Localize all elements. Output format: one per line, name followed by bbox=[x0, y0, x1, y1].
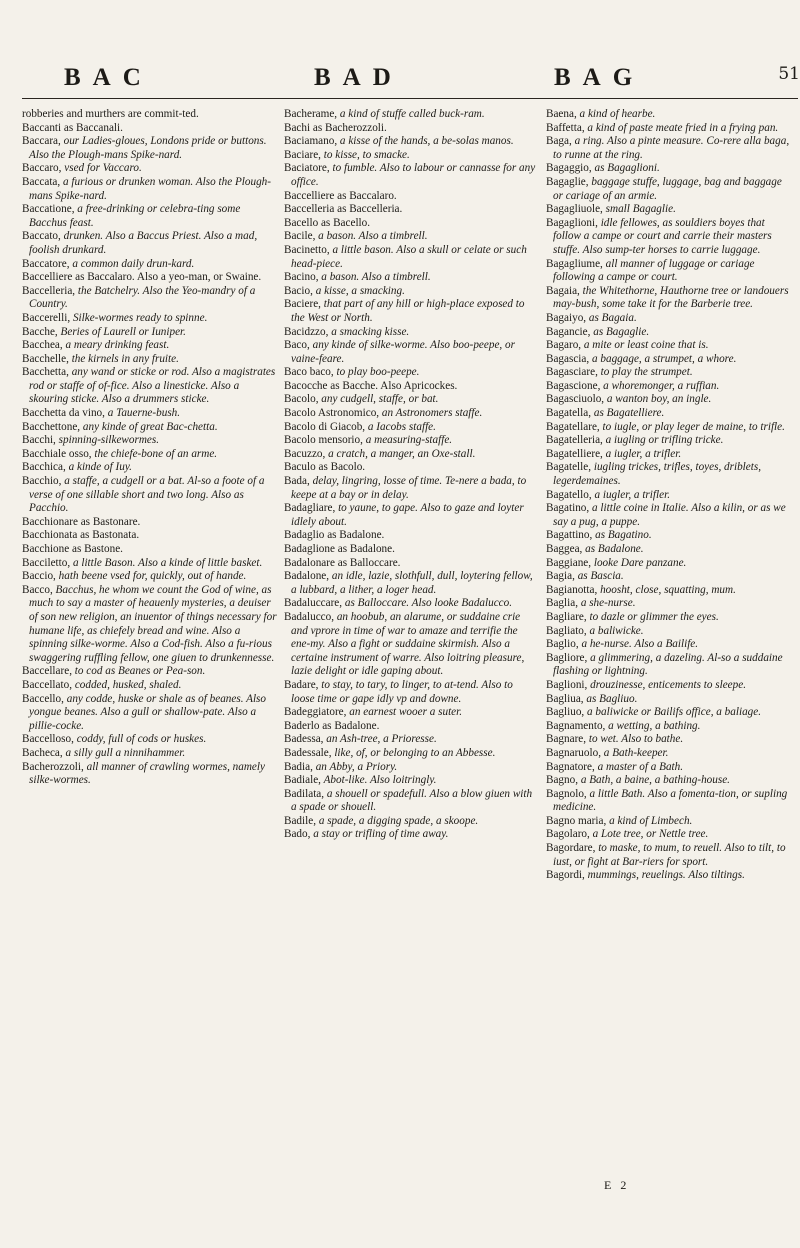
dictionary-entry: Bagaglioni, idle fellowes, as souldiers boyes that follow a campe or court and carrie their masters stuffe. Also sump-ter horses to carrie luggage. bbox=[546, 216, 772, 256]
dictionary-entry: Bacile, a bason. Also a timbrell. bbox=[284, 230, 428, 243]
dictionary-entry: Bagatelle, iugling trickes, trifles, toyes, driblets, legerdemaines. bbox=[546, 461, 762, 488]
dictionary-entry: Bagnare, to wet. Also to bathe. bbox=[546, 733, 684, 746]
dictionary-entry: Baccelleria, the Batchelry. Also the Yeo-mandry of a Country. bbox=[22, 284, 256, 311]
dictionary-entry: Bacino, a bason. Also a timbrell. bbox=[284, 271, 431, 284]
dictionary-entry: Baccatione, a free-drinking or celebra-ting some Bacchus feast. bbox=[22, 203, 241, 229]
dictionary-entry: Baglia, a she-nurse. bbox=[546, 597, 636, 610]
dictionary-entry: Bagagliuole, small Bagaglie. bbox=[546, 203, 676, 216]
dictionary-entry: Bacchelle, the kirnels in any fruite. bbox=[22, 352, 179, 365]
dictionary-columns bbox=[22, 108, 800, 1188]
dictionary-entry: Bacco, Bacchus, he whom we count the God of wine, as much to say a master of heauenly mysteries, a deuiser of son new religion, an inuentor of things necessary for humane life, as chiefely bread and wine. Also a spinning silke-worme. Also a Cod-fish. Also a fu-rious swaggering ruffling fellow, one giuen to drunkennesse. bbox=[22, 583, 277, 664]
dictionary-entry: Bagattino, as Bagatino. bbox=[546, 529, 652, 542]
page-header bbox=[22, 36, 800, 92]
dictionary-entry: Bacchio, a staffe, a cudgell or a bat. Al-so a foote of a verse of one sillable short and two long. Also as Pacchio. bbox=[22, 475, 265, 515]
dictionary-entry: Baculo as Bacolo. bbox=[284, 461, 366, 474]
dictionary-entry: Baciare, to kisse, to smacke. bbox=[284, 148, 410, 161]
dictionary-entry: Baccato, drunken. Also a Baccus Priest. Also a mad, foolish drunkard. bbox=[22, 230, 258, 256]
dictionary-entry: Bacchetta, any wand or sticke or rod. Also a magistrates rod or staffe of of-fice. Also a linesticke. Also a skouring sticke. Also a drummers sticke. bbox=[22, 366, 276, 406]
dictionary-entry: Baciatore, to fumble. Also to labour or cannasse for any office. bbox=[284, 162, 536, 188]
dictionary-entry: Bagatella, as Bagatelliere. bbox=[546, 407, 665, 420]
dictionary-entry: Bacuzzo, a cratch, a manger, an Oxe-stall. bbox=[284, 447, 476, 460]
dictionary-entry: Bagliare, to dazle or glimmer the eyes. bbox=[546, 610, 719, 623]
dictionary-entry: Badia, an Abby, a Priory. bbox=[284, 760, 398, 773]
column-1 bbox=[22, 108, 277, 788]
dictionary-entry: Badalonare as Balloccare. bbox=[284, 556, 401, 569]
dictionary-entry: Badaglione as Badalone. bbox=[284, 543, 395, 555]
dictionary-entry: Baccellato, codded, husked, shaled. bbox=[22, 678, 182, 691]
running-head-middle: BAD bbox=[314, 64, 403, 91]
dictionary-entry: Badessale, like, of, or belonging to an Abbesse. bbox=[284, 746, 496, 759]
dictionary-entry: Badaglio as Badalone. bbox=[284, 529, 385, 542]
dictionary-entry: Bada, delay, lingring, losse of time. Te-nere a bada, to keepe at a bay or in delay. bbox=[284, 475, 527, 501]
dictionary-entry: Badiale, Abot-like. Also loitringly. bbox=[284, 774, 437, 787]
dictionary-entry: Baga, a ring. Also a pinte measure. Co-rere alla baga, to runne at the ring. bbox=[546, 135, 790, 161]
dictionary-entry: Bacolo di Giacob, a Iacobs staffe. bbox=[284, 420, 436, 433]
dictionary-entry: Bagnamento, a wetting, a bathing. bbox=[546, 719, 701, 732]
dictionary-entry: Badile, a spade, a digging spade, a skoope. bbox=[284, 814, 479, 827]
dictionary-entry: Bacocche as Bacche. Also Apricockes. bbox=[284, 379, 458, 392]
dictionary-entry: Baccio, hath beene vsed for, quickly, out of hande. bbox=[22, 570, 247, 583]
dictionary-entry: Bagaglie, baggage stuffe, luggage, bag and baggage or cariage of an armie. bbox=[546, 175, 782, 202]
dictionary-entry: Baderlo as Badalone. bbox=[284, 719, 380, 732]
dictionary-entry: Bachi as Bacherozzoli. bbox=[284, 121, 387, 134]
dictionary-entry: Bagordi, mummings, reuelings. Also tiltings. bbox=[546, 869, 745, 882]
dictionary-entry: Bacciletto, a little Bason. Also a kinde of little basket. bbox=[22, 556, 263, 569]
dictionary-entry: Baglioni, drouzinesse, enticements to sleepe. bbox=[546, 678, 747, 691]
dictionary-entry: Badagliare, to yaune, to gape. Also to gaze and loyter idlely about. bbox=[284, 502, 524, 528]
dictionary-entry: Baccara, our Ladies-gloues, Londons pride or buttons. Also the Plough-mans Spike-nard. bbox=[22, 135, 267, 161]
dictionary-entry: Bado, a stay or trifling of time away. bbox=[284, 828, 449, 841]
dictionary-entry: Baccaro, vsed for Vaccaro. bbox=[22, 162, 142, 175]
dictionary-entry: Bacherame, a kind of stuffe called buck-ram. bbox=[284, 108, 485, 120]
dictionary-entry: Baglio, a he-nurse. Also a Bailife. bbox=[546, 638, 699, 651]
dictionary-entry: Baffetta, a kind of paste meate fried in a frying pan. bbox=[546, 121, 779, 134]
dictionary-entry: Baccelliere as Baccalaro. bbox=[284, 189, 397, 202]
dictionary-entry: Baccelliere as Baccalaro. Also a yeo-man, or Swaine. bbox=[22, 271, 262, 284]
dictionary-entry: Baco baco, to play boo-peepe. bbox=[284, 366, 420, 379]
dictionary-entry: Bagatino, a little coine in Italie. Also a kilin, or as we say a pug, a puppe. bbox=[546, 502, 786, 528]
dictionary-entry: Bacchione as Bastone. bbox=[22, 543, 123, 555]
dictionary-entry: Bacchionare as Bastonare. bbox=[22, 515, 141, 528]
dictionary-entry: Bagnolo, a little Bath. Also a fomenta-tion, or supling medicine. bbox=[546, 787, 788, 814]
dictionary-entry: Baccatore, a common daily drun-kard. bbox=[22, 257, 195, 270]
column-2 bbox=[284, 108, 539, 842]
dictionary-entry: Bagno maria, a kind of Limbech. bbox=[546, 814, 693, 827]
dictionary-entry: Bagaggio, as Bagaglioni. bbox=[546, 162, 660, 175]
dictionary-entry: Badessa, an Ash-tree, a Prioresse. bbox=[284, 733, 437, 746]
dictionary-entry: Bacio, a kisse, a smacking. bbox=[284, 284, 405, 297]
dictionary-entry: Badeggiatore, an earnest wooer a suter. bbox=[284, 706, 463, 719]
dictionary-entry: Bacche, Beries of Laurell or Iuniper. bbox=[22, 325, 186, 338]
dictionary-entry: Bagatello, a iugler, a trifler. bbox=[546, 488, 670, 501]
dictionary-entry: Bacheca, a silly gull a ninnihammer. bbox=[22, 746, 186, 759]
dictionary-entry: Baciere, that part of any hill or high-place exposed to the West or North. bbox=[284, 298, 525, 324]
dictionary-entry: Baccello, any codde, huske or shale as of beanes. Also yongue beanes. Also a gull or shallow-pate. Also a pillie-cocke. bbox=[22, 692, 267, 732]
page-number: 51 bbox=[778, 64, 800, 84]
dictionary-entry: Bacchi, spinning-silkewormes. bbox=[22, 434, 160, 447]
dictionary-entry: Bagancie, as Bagaglie. bbox=[546, 325, 650, 338]
dictionary-entry: Bacinetto, a little bason. Also a skull or celate or such head-piece. bbox=[284, 243, 527, 270]
dictionary-entry: Bagianotta, hoosht, close, squatting, mum. bbox=[546, 583, 736, 596]
dictionary-entry: Bacolo, any cudgell, staffe, or bat. bbox=[284, 393, 439, 406]
dictionary-entry: Bacolo Astronomico, an Astronomers staffe. bbox=[284, 407, 483, 420]
signature-mark: E 2 bbox=[604, 1178, 630, 1192]
dictionary-entry: Bagnaruolo, a Bath-keeper. bbox=[546, 746, 669, 759]
dictionary-entry: Bagliore, a glimmering, a dazeling. Al-so a suddaine flashing or lightning. bbox=[546, 651, 783, 678]
dictionary-entry: Bagatelleria, a iugling or trifling tricke. bbox=[546, 434, 724, 447]
column-3 bbox=[546, 108, 794, 883]
dictionary-entry: Baco, any kinde of silke-worme. Also boo-peepe, or vaine-feare. bbox=[284, 339, 515, 365]
dictionary-entry: Bagliuo, a baliwicke or Bailifs office, a baliage. bbox=[546, 706, 762, 719]
dictionary-entry: Bacherozzoli, all manner of crawling wormes, namely silke-wormes. bbox=[22, 760, 265, 787]
dictionary-entry: Bagliato, a baliwicke. bbox=[546, 624, 644, 637]
dictionary-entry: Bacchionata as Bastonata. bbox=[22, 529, 140, 542]
dictionary-entry: Badaluccare, as Balloccare. Also looke Badalucco. bbox=[284, 597, 513, 610]
running-head-left: BAC bbox=[64, 64, 153, 91]
dictionary-entry: Baggea, as Badalone. bbox=[546, 543, 644, 555]
dictionary-entry: Bacello as Bacello. bbox=[284, 216, 371, 229]
dictionary-entry: Bagordare, to maske, to mum, to reuell. Also to tilt, to iust, or fight at Bar-riers for sport. bbox=[546, 842, 786, 868]
dictionary-entry: Bagaiyo, as Bagaia. bbox=[546, 311, 637, 324]
dictionary-entry: Bagia, as Bascia. bbox=[546, 570, 624, 583]
dictionary-entry: Badalone, an idle, lazie, slothfull, dull, loytering fellow, a lubbard, a lither, a loger head. bbox=[284, 570, 533, 596]
dictionary-entry: Baccerelli, Silke-wormes ready to spinne. bbox=[22, 311, 208, 324]
dictionary-entry: Bagascione, a whoremonger, a ruffian. bbox=[546, 379, 720, 392]
dictionary-entry: Bacidzzo, a smacking kisse. bbox=[284, 325, 410, 338]
dictionary-entry: Bagaro, a mite or least coine that is. bbox=[546, 339, 709, 352]
dictionary-entry: Bagaia, the Whitethorne, Hauthorne tree or landouers may-bush, some take it for the Barberie tree. bbox=[546, 284, 789, 311]
dictionary-entry: robberies and murthers are commit-ted. bbox=[22, 108, 199, 120]
dictionary-entry: Bagasciuolo, a wanton boy, an ingle. bbox=[546, 393, 712, 406]
dictionary-entry: Baccanti as Baccanali. bbox=[22, 121, 123, 134]
book-page bbox=[22, 36, 800, 1226]
dictionary-entry: Bacchica, a kinde of Iuy. bbox=[22, 461, 132, 474]
dictionary-entry: Bagagliume, all manner of luggage or cariage following a campe or court. bbox=[546, 257, 755, 284]
dictionary-entry: Baccelleria as Baccelleria. bbox=[284, 203, 403, 216]
dictionary-entry: Baena, a kind of hearbe. bbox=[546, 108, 656, 120]
dictionary-entry: Bacchetta da vino, a Tauerne-bush. bbox=[22, 407, 181, 420]
dictionary-entry: Bagasciare, to play the strumpet. bbox=[546, 366, 693, 379]
dictionary-entry: Bagno, a Bath, a baine, a bathing-house. bbox=[546, 774, 730, 787]
dictionary-entry: Bacchiale osso, the chiefe-bone of an arme. bbox=[22, 447, 218, 460]
dictionary-entry: Bagatelliere, a iugler, a trifler. bbox=[546, 447, 682, 460]
dictionary-entry: Bacolo mensorio, a measuring-staffe. bbox=[284, 434, 453, 447]
dictionary-entry: Badare, to stay, to tary, to linger, to at-tend. Also to loose time or gape idly vp and downe. bbox=[284, 678, 513, 705]
dictionary-entry: Badilata, a shouell or spadefull. Also a blow giuen with a spade or shouell. bbox=[284, 787, 533, 814]
dictionary-entry: Badalucco, an hoobub, an alarume, or suddaine crie and vprore in time of war to amaze and terrifie the ene-my. Also a fight or suddaine skirmish. Also a certaine instrument of warre. Also loitring pleasure, lazie delight or idle gaping about. bbox=[284, 610, 525, 678]
dictionary-entry: Bagolaro, a Lote tree, or Nettle tree. bbox=[546, 828, 709, 841]
header-rule bbox=[22, 98, 798, 99]
running-head-right: BAG bbox=[554, 64, 645, 91]
dictionary-entry: Bacchea, a meary drinking feast. bbox=[22, 339, 170, 352]
dictionary-entry: Baggiane, looke Dare panzane. bbox=[546, 556, 687, 569]
dictionary-entry: Baciamano, a kisse of the hands, a be-solas manos. bbox=[284, 135, 514, 148]
dictionary-entry: Baccelloso, coddy, full of cods or huskes. bbox=[22, 733, 207, 746]
dictionary-entry: Baccata, a furious or drunken woman. Also the Plough-mans Spike-nard. bbox=[22, 175, 272, 202]
dictionary-entry: Bacchettone, any kinde of great Bac-chetta. bbox=[22, 420, 218, 433]
dictionary-entry: Baccellare, to cod as Beanes or Pea-son. bbox=[22, 665, 206, 678]
dictionary-entry: Bagascia, a baggage, a strumpet, a whore. bbox=[546, 352, 737, 365]
dictionary-entry: Bagliua, as Bagliuo. bbox=[546, 692, 638, 705]
dictionary-entry: Bagnatore, a master of a Bath. bbox=[546, 760, 684, 773]
dictionary-entry: Bagatellare, to iugle, or play leger de maine, to trifle. bbox=[546, 420, 785, 433]
